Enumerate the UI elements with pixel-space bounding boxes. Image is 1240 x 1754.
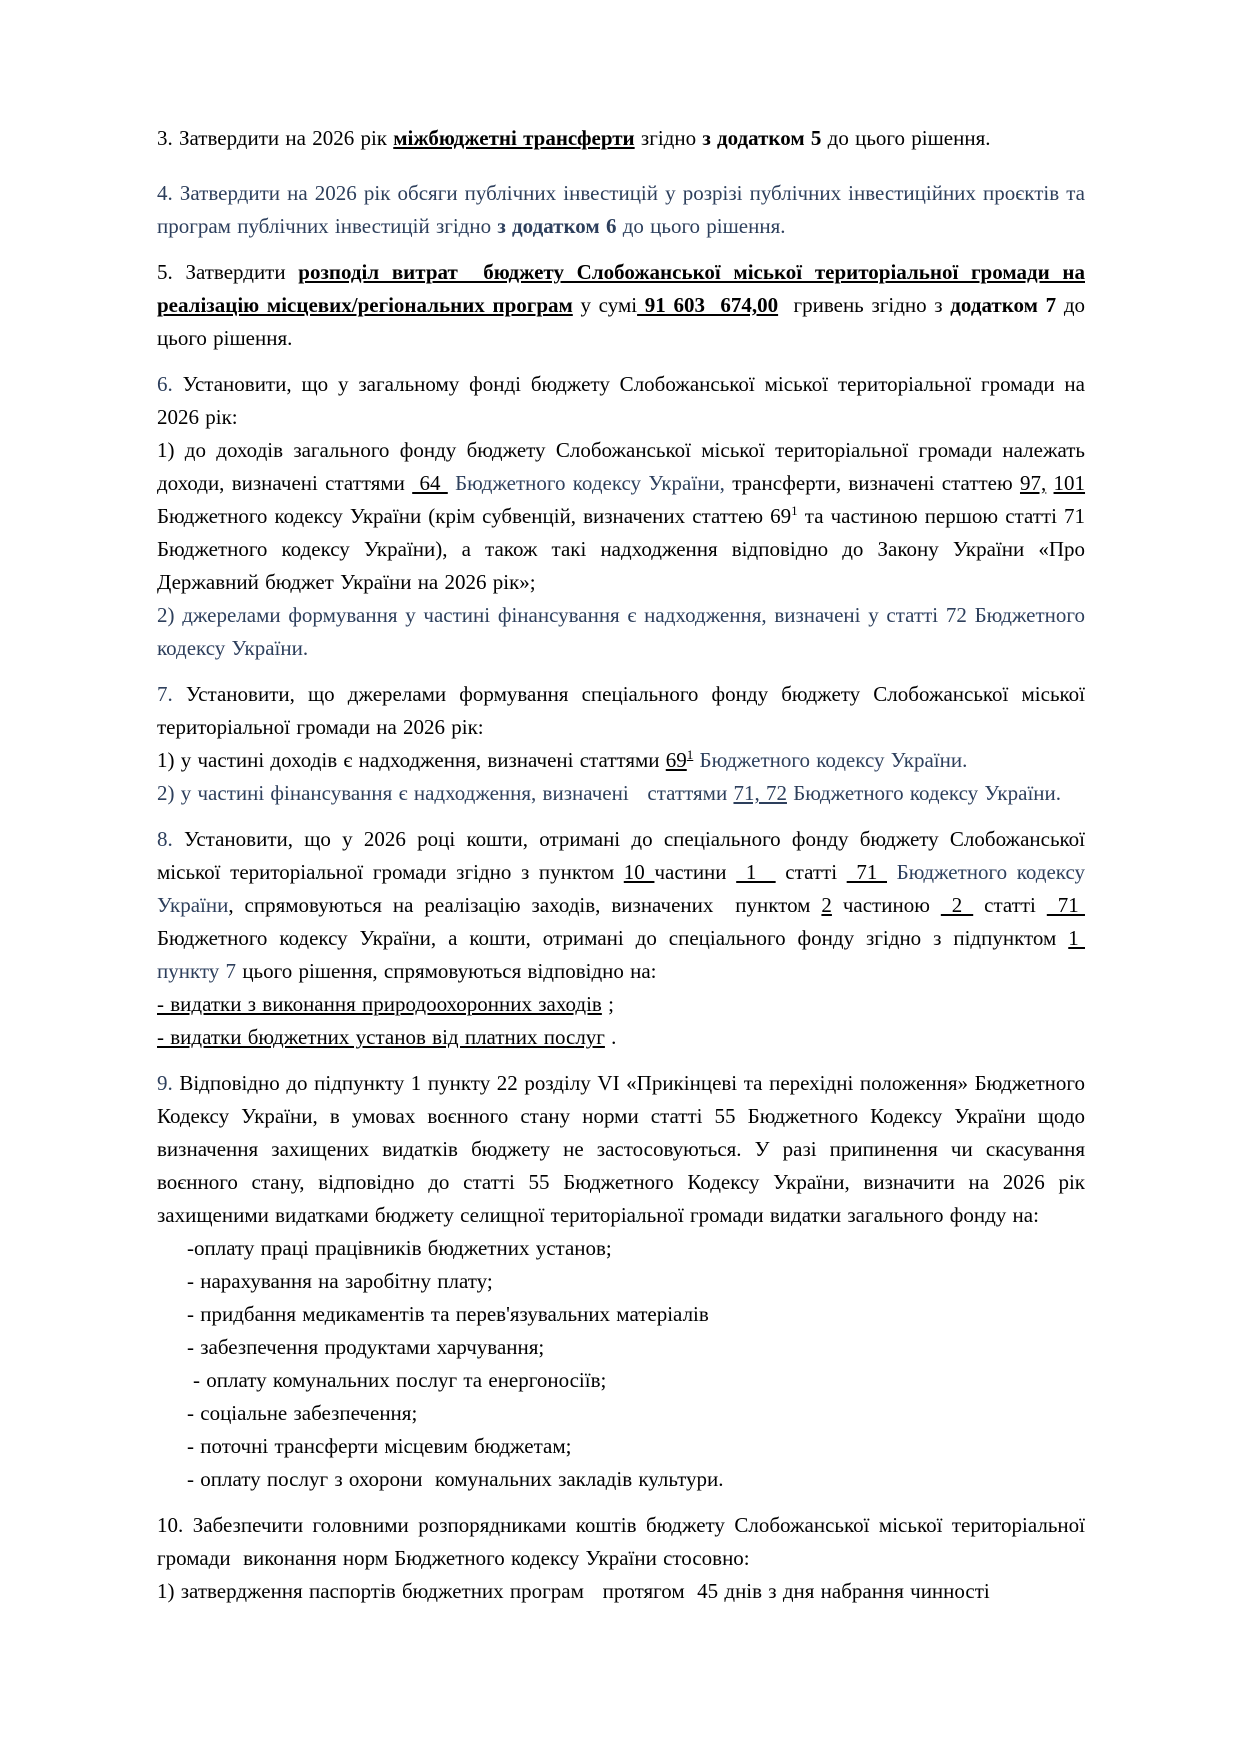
text-segment: 1 xyxy=(686,747,694,762)
text-segment: пункту 7 xyxy=(157,959,237,983)
text-segment: 1) затвердження паспортів бюджетних програм протягом 45 днів з дня набрання чинності xyxy=(157,1579,990,1603)
paragraph-9-bullet-8 xyxy=(157,1463,1085,1496)
text-segment: Бюджетного кодексу України, а кошти, отримані до спеціального фонду згідно з підпунктом xyxy=(157,926,1069,950)
text-segment: 7. xyxy=(157,682,173,706)
text-segment: - поточні трансферти місцевим бюджетам; xyxy=(187,1434,572,1458)
text-segment: Установити, що у 2026 році кошти, отримані до спеціального фонду бюджету Слобожанської міської територіальної громади згідно з пунктом xyxy=(157,827,1085,884)
text-segment: Бюджетного кодексу України, xyxy=(455,471,725,495)
text-segment: 69 xyxy=(665,748,687,772)
text-segment: 6. xyxy=(157,372,173,396)
text-segment: частини xyxy=(654,860,737,884)
text-segment: - оплату комунальних послуг та енергоносіїв; xyxy=(193,1368,607,1392)
text-segment: з додатком 5 xyxy=(702,126,822,150)
paragraph-5 xyxy=(157,256,1085,355)
text-segment: гривень згідно з xyxy=(778,293,951,317)
text-segment: - видатки бюджетних установ від платних послуг xyxy=(157,1025,605,1049)
text-segment: до цього рішення. xyxy=(821,126,991,150)
text-segment: 71, 72 xyxy=(733,781,787,805)
text-segment: до цього рішення. xyxy=(157,293,1086,350)
text-segment: статті xyxy=(973,893,1047,917)
paragraph-7-intro xyxy=(157,678,1085,744)
text-segment: 2 xyxy=(821,893,832,917)
text-segment: 10 xyxy=(623,860,655,884)
text-segment: 3. Затвердити на 2026 рік xyxy=(157,126,394,150)
text-segment: 2) у частині фінансування є надходження, визначені статтями xyxy=(157,781,734,805)
paragraph-6-intro xyxy=(157,368,1085,434)
text-segment: 4. Затвердити на 2026 рік обсяги публічних інвестицій у розрізі публічних інвестиційних проєктів та програм публічних інвестицій згідно xyxy=(157,181,1085,238)
text-segment: 5. Затвердити xyxy=(157,260,299,284)
paragraph-4 xyxy=(157,177,1085,243)
document-page xyxy=(157,122,1085,1608)
paragraph-9-bullet-5 xyxy=(157,1364,1085,1397)
text-segment: 64 xyxy=(412,471,448,495)
paragraph-8-dash-2 xyxy=(157,1021,1085,1054)
text-segment: до цього рішення. xyxy=(616,214,786,238)
paragraph-9-bullet-6 xyxy=(157,1397,1085,1430)
paragraph-9-bullet-4 xyxy=(157,1331,1085,1364)
text-segment: 1) у частині доходів є надходження, визначені статтями xyxy=(157,748,666,772)
text-segment: статті xyxy=(775,860,847,884)
text-segment xyxy=(1046,471,1053,495)
text-segment: та частиною першою статті 71 Бюджетного кодексу України), а також такі надходження відповідно до Закону України «Про Державний бюджет України на 2026 рік»; xyxy=(157,504,1085,594)
text-segment: , спрямовуються на реалізацію заходів, визначених пунктом xyxy=(228,893,822,917)
paragraph-9-intro xyxy=(157,1067,1085,1232)
text-segment: Установити, що джерелами формування спеціального фонду бюджету Слобожанської міської територіальної громади на 2026 рік: xyxy=(157,682,1085,739)
paragraph-6-item-2 xyxy=(157,599,1085,665)
text-segment: трансферти, визначені статтею xyxy=(724,471,1020,495)
text-segment: розподіл витрат бюджету Слобожанської міської територіальної громади на реалізацію місцевих/регіональних програм xyxy=(157,260,1085,317)
text-segment: 10. Забезпечити головними розпорядниками коштів бюджету Слобожанської міської територіальної громади виконання норм Бюджетного кодексу України стосовно: xyxy=(157,1513,1085,1570)
paragraph-8-intro xyxy=(157,823,1085,988)
text-segment: частиною xyxy=(831,893,941,917)
paragraph-9-bullet-7 xyxy=(157,1430,1085,1463)
text-segment: міжбюджетні трансферти xyxy=(393,126,635,150)
text-segment: Бюджетного кодексу України. xyxy=(699,748,968,772)
paragraph-10-item-1 xyxy=(157,1575,1085,1608)
text-segment: 1 xyxy=(791,503,798,518)
text-segment: Відповідно до підпункту 1 пункту 22 розділу VI «Прикінцеві та перехідні положення» Бюджетного Кодексу України, в умовах воєнного стану норми статті 55 Бюджетного Кодексу України щодо визначення захищених видатків бюджету не застосовуються. У разі припинення чи скасування воєнного стану, відповідно до статті 55 Бюджетного Кодексу України, визначити на 2026 рік захищеними видатками бюджету селищної територіальної громади видатки загального фонду на: xyxy=(157,1071,1085,1227)
text-segment: 1 xyxy=(736,860,776,884)
text-segment: 71 xyxy=(846,860,887,884)
text-segment: 1) до доходів загального фонду бюджету Слобожанської міської територіальної громади належать доходи, визначені статтями xyxy=(157,438,1085,495)
text-segment: - забезпечення продуктами харчування; xyxy=(187,1335,545,1359)
text-segment: у сумі xyxy=(572,293,638,317)
paragraph-8-dash-1 xyxy=(157,988,1085,1021)
text-segment: - нарахування на заробітну плату; xyxy=(187,1269,493,1293)
text-segment: - оплату послуг з охорони комунальних закладів культури. xyxy=(187,1467,724,1491)
text-segment: 9. xyxy=(157,1071,173,1095)
text-segment xyxy=(448,471,455,495)
text-segment: згідно xyxy=(634,126,703,150)
text-segment: Бюджетного кодексу України xyxy=(157,860,1085,917)
text-segment: - придбання медикаментів та перев'язувальних матеріалів xyxy=(187,1302,709,1326)
text-segment: 97, xyxy=(1019,471,1047,495)
text-segment xyxy=(887,860,897,884)
text-segment: додатком 7 xyxy=(950,293,1057,317)
text-segment: - соціальне забезпечення; xyxy=(187,1401,418,1425)
text-segment: 8. xyxy=(157,827,173,851)
text-segment: 71 xyxy=(1046,893,1085,917)
text-segment: -оплату праці працівників бюджетних установ; xyxy=(187,1236,612,1260)
paragraph-7-item-1 xyxy=(157,744,1085,777)
paragraph-7-item-2 xyxy=(157,777,1085,810)
paragraph-9-bullet-3 xyxy=(157,1298,1085,1331)
text-segment: Бюджетного кодексу України (крім субвенцій, визначених статтею 69 xyxy=(157,504,792,528)
text-segment: Установити, що у загальному фонді бюджету Слобожанської міської територіальної громади на 2026 рік: xyxy=(157,372,1085,429)
text-segment: - видатки з виконання природоохоронних заходів xyxy=(157,992,602,1016)
text-segment: Бюджетного кодексу України. xyxy=(786,781,1062,805)
text-segment: з додатком 6 xyxy=(497,214,617,238)
paragraph-10-intro xyxy=(157,1509,1085,1575)
text-segment: 1 xyxy=(1068,926,1085,950)
paragraph-9-bullet-1 xyxy=(157,1232,1085,1265)
text-segment: 101 xyxy=(1053,471,1086,495)
text-segment: 2) джерелами формування у частині фінансування є надходження, визначені у статті 72 Бюджетного кодексу України. xyxy=(157,603,1085,660)
text-segment: цього рішення, спрямовуються відповідно на: xyxy=(236,959,657,983)
paragraph-6-item-1 xyxy=(157,434,1085,599)
paragraph-3 xyxy=(157,122,1085,155)
text-segment: . xyxy=(604,1025,617,1049)
text-segment: 91 603 674,00 xyxy=(637,293,779,317)
paragraph-9-bullet-2 xyxy=(157,1265,1085,1298)
text-segment: ; xyxy=(601,992,614,1016)
text-segment: 2 xyxy=(940,893,974,917)
